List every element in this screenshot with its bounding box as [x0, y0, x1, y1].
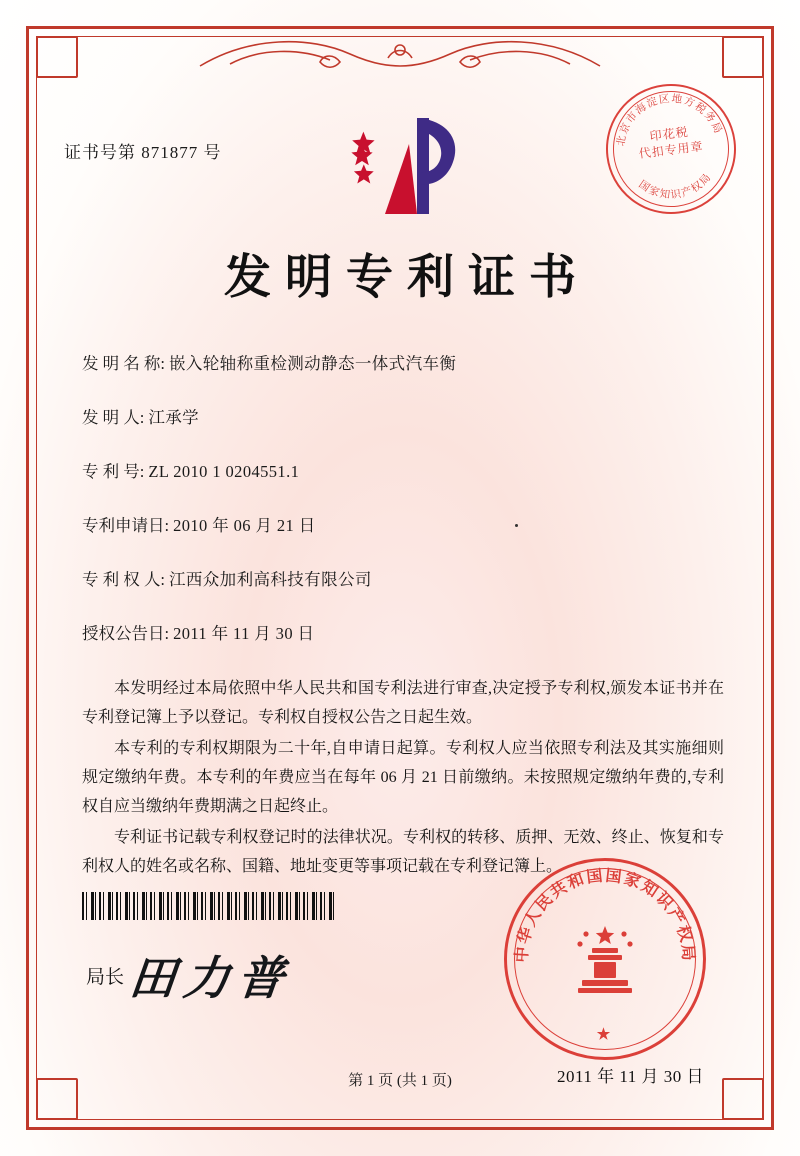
value-inventor: 江承学 — [148, 408, 200, 427]
label-invention-name: 发 明 名 称: — [82, 354, 165, 373]
signature-row — [86, 942, 295, 1008]
barcode — [82, 892, 336, 920]
label-application-date: 专利申请日: — [82, 516, 170, 535]
value-patent-number: ZL 2010 1 0204551.1 — [148, 462, 300, 481]
value-grant-announcement-date: 2011 年 11 月 30 日 — [173, 624, 315, 643]
field-application-date — [82, 512, 730, 536]
tax-stamp-line-2: 代扣专用章 — [637, 139, 705, 161]
field-invention-name — [82, 350, 730, 374]
field-patentee — [82, 566, 730, 590]
seal-date: 2011 年 11 月 30 日 — [557, 1067, 704, 1086]
page-title: 发明专利证书 — [224, 252, 590, 304]
value-application-date: 2010 年 06 月 21 日 — [173, 516, 316, 535]
tax-stamp-line-1: 印花税 — [648, 124, 690, 144]
value-patentee: 江西众加利高科技有限公司 — [168, 570, 372, 589]
signature-label: 局长 — [86, 966, 125, 988]
ink-speck — [515, 524, 518, 527]
paragraph-2: 本专利的专利权期限为二十年,自申请日起算。专利权人应当依照专利法及其实施细则规定缴纳年费。本专利的年费应当在每年 06 月 21 日前缴纳。未按照规定缴纳年费的,专利权自应当缴纳年费期满之日起终止。 — [82, 740, 724, 815]
svg-text:北京市海淀区地方税务局: 北京市海淀区地方税务局 — [614, 92, 725, 148]
certificate-number: 证书号第 871877 号 — [64, 143, 222, 162]
field-patent-number — [82, 458, 730, 482]
field-list — [82, 350, 730, 674]
national-emblem-icon — [568, 922, 642, 996]
value-invention-name: 嵌入轮轴称重检测动静态一体式汽车衡 — [168, 354, 457, 373]
tax-stamp-seal — [599, 77, 744, 222]
label-inventor: 发 明 人: — [82, 408, 145, 427]
svg-text:★: ★ — [596, 1027, 614, 1043]
field-grant-announcement-date — [82, 620, 730, 644]
paragraph-1: 本发明经过本局依照中华人民共和国专利法进行审查,决定授予专利权,颁发本证书并在专利登记簿上予以登记。专利权自授权公告之日起生效。 — [82, 680, 724, 726]
national-seal — [504, 858, 706, 1060]
paragraph-3: 专利证书记载专利权登记时的法律状况。专利权的转移、质押、无效、终止、恢复和专利权人的姓名或名称、国籍、地址变更等事项记载在专利登记簿上。 — [82, 829, 724, 875]
field-inventor — [82, 404, 730, 428]
svg-text:国家知识产权局: 国家知识产权局 — [636, 170, 715, 202]
label-grant-announcement-date: 授权公告日: — [82, 624, 170, 643]
patent-office-logo-icon — [325, 110, 475, 220]
svg-text:中华人民共和国国家知识产权局: 中华人民共和国国家知识产权局 — [513, 867, 697, 964]
page-footer: 第 1 页 (共 1 页) — [348, 1073, 452, 1089]
label-patent-number: 专 利 号: — [82, 462, 145, 481]
signature-handwriting: 田力普 — [126, 951, 295, 1005]
body-text — [82, 674, 724, 883]
label-patentee: 专 利 权 人: — [82, 570, 165, 589]
